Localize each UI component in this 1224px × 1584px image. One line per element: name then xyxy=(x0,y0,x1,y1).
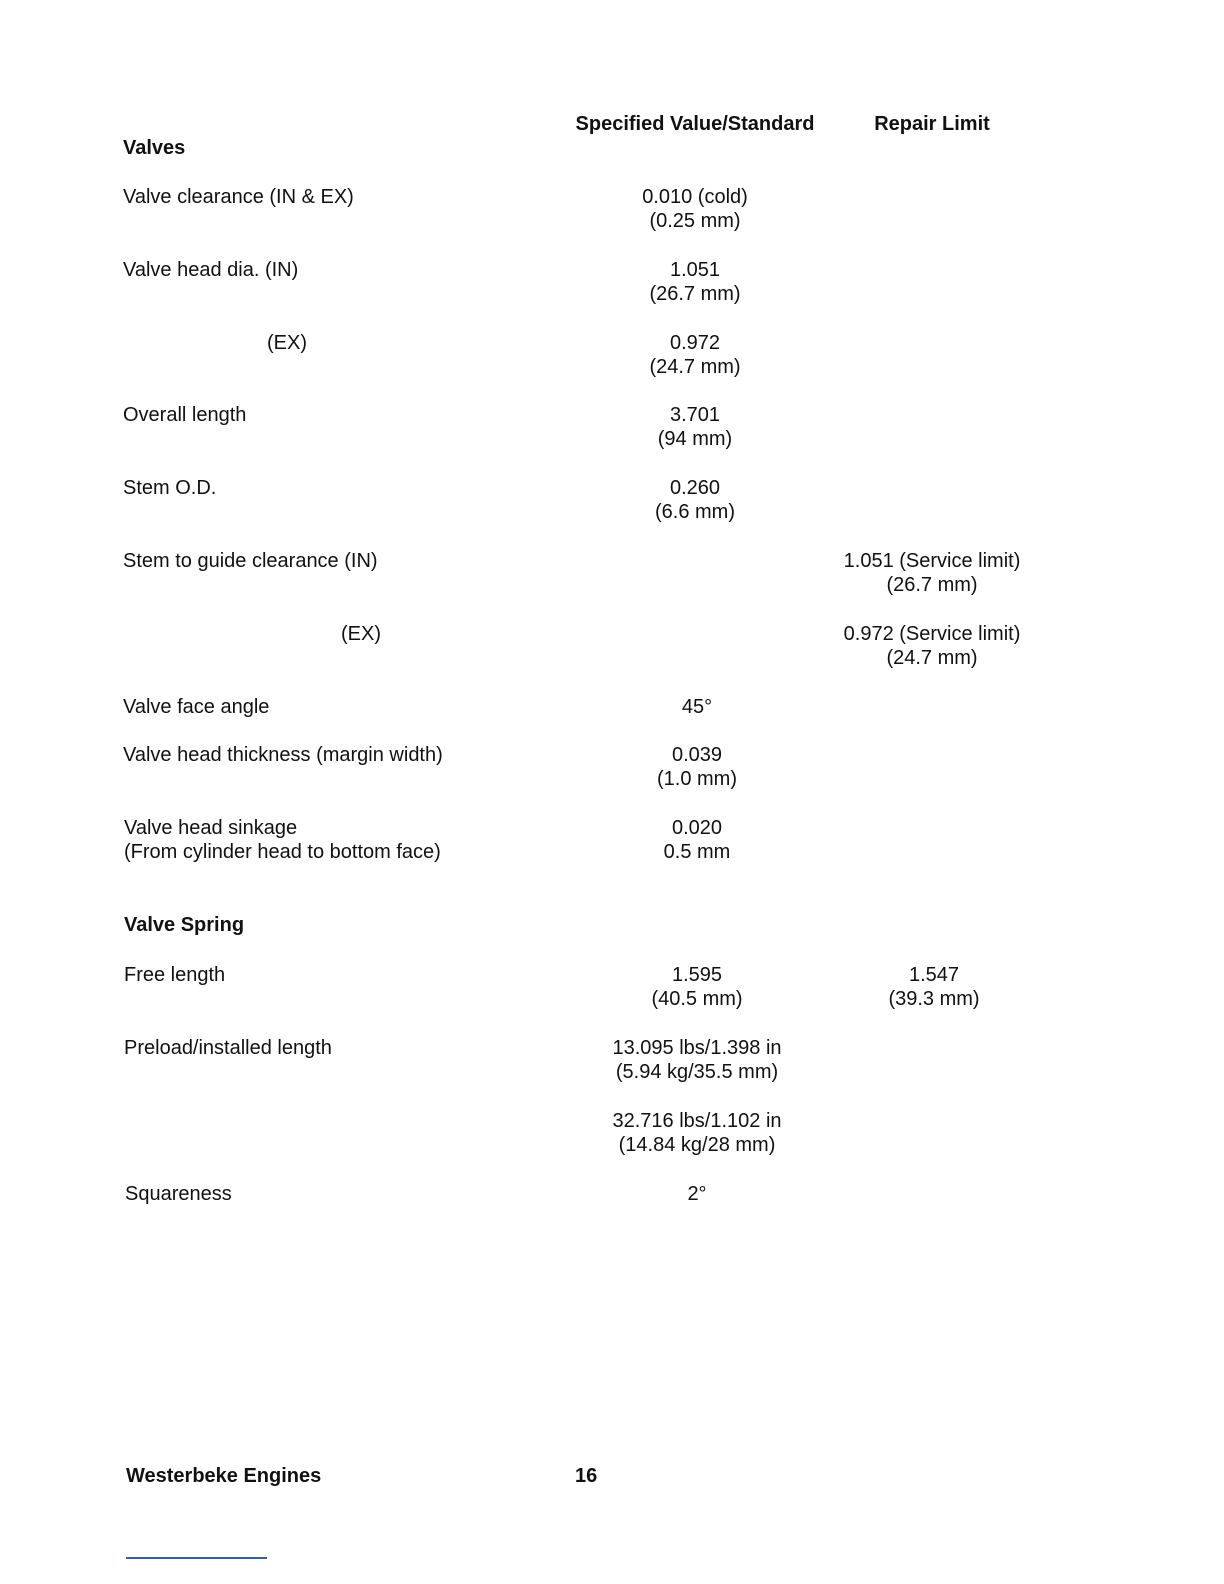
row-label-valve-clearance: Valve clearance (IN & EX) xyxy=(123,186,354,208)
row-label-preload: Preload/installed length xyxy=(124,1037,332,1059)
spec-metric-preload-2: (14.84 kg/28 mm) xyxy=(618,1134,776,1156)
spec-metric-valve-head-ex: (24.7 mm) xyxy=(649,356,741,378)
footer-divider xyxy=(126,1557,267,1559)
row-label-stem-od: Stem O.D. xyxy=(123,477,217,499)
section-title-valve-spring: Valve Spring xyxy=(124,914,245,936)
row-label-guide-clearance-ex: (EX) xyxy=(341,623,381,645)
spec-metric-valve-clearance: (0.25 mm) xyxy=(649,210,741,232)
limit-value-guide-clearance-in: 1.051 (Service limit) xyxy=(843,550,1021,572)
row-label-overall-length: Overall length xyxy=(123,404,247,426)
spec-value-valve-head-thickness: 0.039 xyxy=(671,744,723,766)
footer-company: Westerbeke Engines xyxy=(126,1465,322,1487)
spec-metric-valve-head-sinkage: 0.5 mm xyxy=(663,841,731,863)
section-title-valves: Valves xyxy=(123,137,186,159)
spec-value-valve-clearance: 0.010 (cold) xyxy=(642,186,748,208)
spec-metric-free-length: (40.5 mm) xyxy=(651,988,743,1010)
column-header-repair-limit: Repair Limit xyxy=(874,113,990,135)
row-label-valve-head-in: Valve head dia. (IN) xyxy=(123,259,299,281)
spec-value-overall-length: 3.701 xyxy=(669,404,721,426)
row-label-valve-head-ex: (EX) xyxy=(267,332,307,354)
spec-value-stem-od: 0.260 xyxy=(669,477,721,499)
spec-metric-preload-1: (5.94 kg/35.5 mm) xyxy=(615,1061,779,1083)
limit-value-free-length: 1.547 xyxy=(908,964,960,986)
spec-value-free-length: 1.595 xyxy=(671,964,723,986)
row-sublabel-valve-head-sinkage: (From cylinder head to bottom face) xyxy=(124,841,441,863)
spec-value-valve-head-in: 1.051 xyxy=(669,259,721,281)
spec-value-valve-face-angle: 45° xyxy=(681,696,713,718)
spec-metric-valve-head-thickness: (1.0 mm) xyxy=(657,768,737,790)
row-label-valve-head-thickness: Valve head thickness (margin width) xyxy=(123,744,443,766)
limit-metric-guide-clearance-ex: (24.7 mm) xyxy=(886,647,978,669)
row-label-valve-head-sinkage: Valve head sinkage xyxy=(124,817,298,839)
spec-value-valve-head-ex: 0.972 xyxy=(669,332,721,354)
row-label-free-length: Free length xyxy=(124,964,226,986)
spec-value-valve-head-sinkage: 0.020 xyxy=(671,817,723,839)
row-label-valve-face-angle: Valve face angle xyxy=(123,696,270,718)
spec-metric-overall-length: (94 mm) xyxy=(657,428,733,450)
spec-value-squareness: 2° xyxy=(687,1183,707,1205)
spec-value-preload-2: 32.716 lbs/1.102 in xyxy=(612,1110,782,1132)
column-header-specified: Specified Value/Standard xyxy=(575,113,815,135)
footer-page-number: 16 xyxy=(575,1465,598,1487)
spec-metric-stem-od: (6.6 mm) xyxy=(655,501,735,523)
limit-value-guide-clearance-ex: 0.972 (Service limit) xyxy=(843,623,1021,645)
row-label-squareness: Squareness xyxy=(125,1183,232,1205)
limit-metric-guide-clearance-in: (26.7 mm) xyxy=(886,574,978,596)
row-label-guide-clearance-in: Stem to guide clearance (IN) xyxy=(123,550,378,572)
spec-metric-valve-head-in: (26.7 mm) xyxy=(649,283,741,305)
spec-value-preload-1: 13.095 lbs/1.398 in xyxy=(612,1037,782,1059)
limit-metric-free-length: (39.3 mm) xyxy=(888,988,980,1010)
